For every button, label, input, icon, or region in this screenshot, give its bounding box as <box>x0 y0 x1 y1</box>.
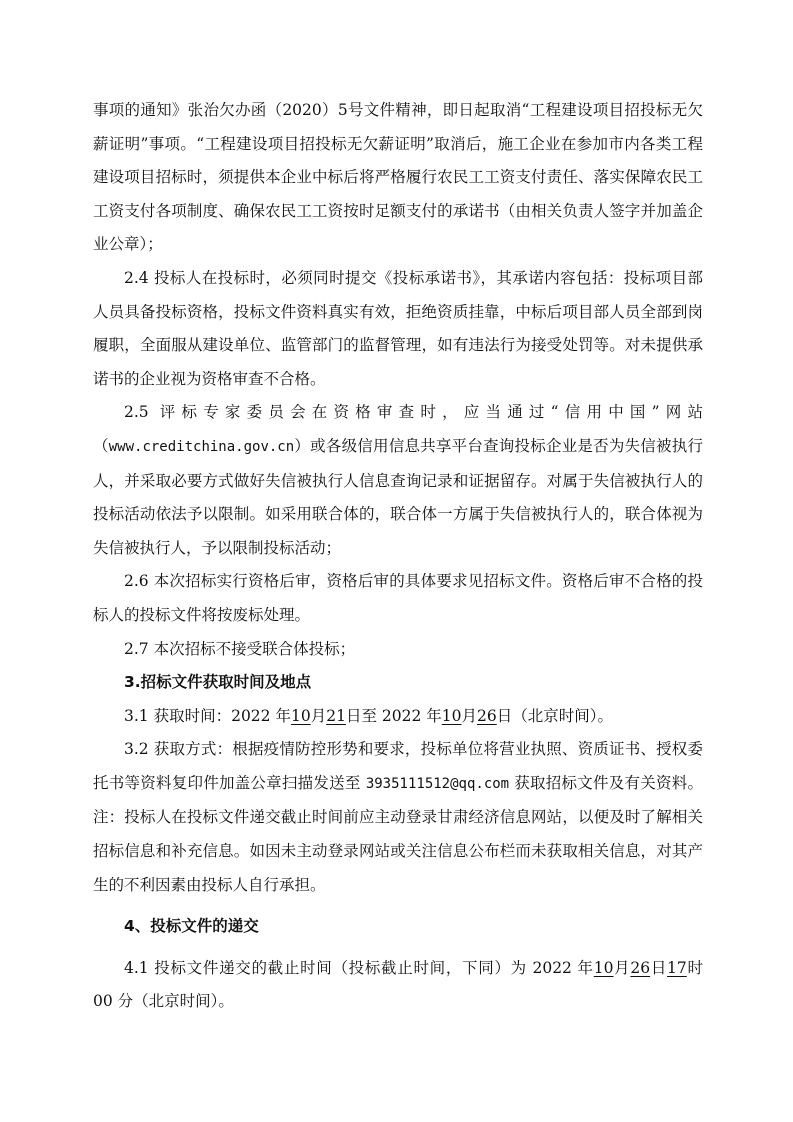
p41-day-char: 日 <box>650 958 668 977</box>
paragraph-2-7-no-consortium: 2.7 本次招标不接受联合体投标； <box>124 639 356 658</box>
p31-suffix: 日（北京时间）。 <box>496 706 613 725</box>
section-heading-3: 3.招标文件获取时间及地点 <box>124 673 312 692</box>
p31-start-month: 10 <box>290 706 311 725</box>
p32-text-after: 获取招标文件及有关资料。注：投标人在投标文件递交截止时间前应主动登录甘肃经济信息网站，以便及时了解相关招标信息和补充信息。如因未主动登录网站或关注信息公布栏而未获取相关信息，对其产生的不利因素由投标人自行承担。 <box>93 773 703 894</box>
paragraph-2-6-post-qualification: 2.6 本次招标实行资格后审，资格后审的具体要求见招标文件。资格后审不合格的投标人的投标文件将按废标处理。 <box>93 572 703 624</box>
paragraph-2-5-text-before: 2.5 评标专家委员会在资格审查时，应当通过“信用中国”网站（ <box>93 403 703 455</box>
p31-month-char-2: 月 <box>461 706 477 725</box>
p41-month-char: 月 <box>613 958 631 977</box>
paragraph-3-2-acquisition-method <box>93 733 703 902</box>
paragraph-2-5-credit-check <box>93 396 703 565</box>
p41-hour: 17 <box>667 958 687 977</box>
p31-prefix: 3.1 获取时间：2022 年 <box>124 706 291 725</box>
p31-start-day: 21 <box>326 706 346 725</box>
p31-end-month: 10 <box>441 706 462 725</box>
paragraph-4-1-deadline <box>93 952 703 1019</box>
paragraph-3-1-acquisition-time <box>93 700 703 734</box>
p32-text-before: 3.2 获取方式：根据疫情防控形势和要求，投标单位将营业执照、资质证书、授权委托书等资料复印件加盖公章扫描发送至 <box>93 740 703 792</box>
p41-day: 26 <box>630 958 651 977</box>
document-body <box>93 94 703 1019</box>
section-heading-4: 4、投标文件的递交 <box>124 917 259 936</box>
paragraph-notice-continuation: 事项的通知》张治欠办函（2020）5号文件精神，即日起取消“工程建设项目招投标无欠薪证明”事项。“工程建设项目招投标无欠薪证明”取消后，施工企业在参加市内各类工程建设项目招标时，须提供本企业中标后将严格履行农民工工资支付责任、落实保障农民工工资支付各项制度、确保农民工工资按时足额支付的承诺书（由相关负责人签字并加盖企业公章）； <box>93 101 703 254</box>
credit-china-url: www.creditchina.gov.cn <box>108 438 295 455</box>
paragraph-2-5-text-after: ）或各级信用信息共享平台查询投标企业是否为失信被执行人，并采取必要方式做好失信被执行人信息查询记录和证据留存。对属于失信被执行人的投标活动依法予以限制。如采用联合体的，联合体一方属于失信被执行人的，联合体视为失信被执行人，予以限制投标活动； <box>93 436 703 557</box>
p41-month: 10 <box>593 958 614 977</box>
p31-mid-text: 日至 2022 年 <box>345 706 442 725</box>
p41-suffix: 时 00 分（北京时间）。 <box>93 958 703 1011</box>
contact-email: 3935111512@qq.com <box>365 775 510 792</box>
p41-prefix: 4.1 投标文件递交的截止时间（投标截止时间，下同）为 2022 年 <box>124 958 594 977</box>
p31-end-day: 26 <box>477 706 497 725</box>
p31-month-char-1: 月 <box>310 706 327 725</box>
paragraph-2-4-bid-commitment: 2.4 投标人在投标时，必须同时提交《投标承诺书》，其承诺内容包括：投标项目部人员具备投标资格，投标文件资料真实有效，拒绝资质挂靠，中标后项目部人员全部到岗履职，全面服从建设单位、监管部门的监督管理，如有违法行为接受处罚等。对未提供承诺书的企业视为资格审查不合格。 <box>93 268 703 388</box>
